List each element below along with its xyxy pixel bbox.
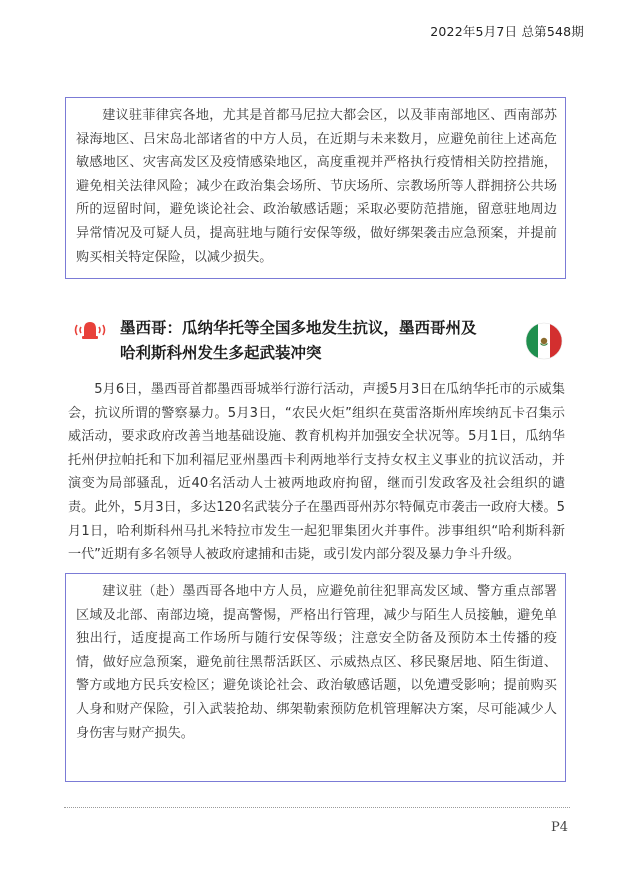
mexico-advice-text: 建议驻（赴）墨西哥各地中方人员，应避免前往犯罪高发区域、警方重点部署区域及北部、南部边境，提高警惕，严格出行管理，减少与陌生人员接触，避免单独出行，适度提高工作场所与随行安保等级；注意安全防备及预防本土传播的疫情，做好应急预案，避免前往黑帮活跃区、示威热点区、移民聚居地、陌生街道、警方或地方民兵安检区；避免谈论社会、政治敏感话题，以免遭受影响；提前购买人身和财产保险，引入武装抢劫、绑架勒索预防危机管理解决方案，尽可能减少人身伤害与财产损失。 bbox=[76, 584, 557, 741]
philippines-advice-box bbox=[65, 97, 566, 279]
issue-date-header: 2022年5月7日 总第548期 bbox=[430, 24, 584, 39]
footer-divider bbox=[64, 807, 570, 808]
mexico-advice-box bbox=[65, 573, 566, 782]
philippines-advice-text: 建议驻菲律宾各地，尤其是首都马尼拉大都会区，以及菲南部地区、西南部苏禄海地区、吕宋岛北部诸省的中方人员，在近期与未来数月，应避免前往上述高危敏感地区、灾害高发区及疫情感染地区，高度重视并严格执行疫情相关防控措施，避免相关法律风险；减少在政治集会场所、节庆场所、宗教场所等人群拥挤公共场所的逗留时间，避免谈论社会、政治敏感话题；采取必要防范措施，留意驻地周边异常情况及可疑人员，提高驻地与随行安保等级，做好绑架袭击应急预案，并提前购买相关特定保险，以减少损失。 bbox=[76, 108, 557, 265]
alarm-bell-icon bbox=[72, 319, 108, 341]
title-line-1: 墨西哥：瓜纳华托等全国多地发生抗议，墨西哥州及 bbox=[120, 319, 477, 337]
mexico-section-title bbox=[120, 316, 520, 366]
page-number: P4 bbox=[550, 820, 568, 835]
title-line-2: 哈利斯科州发生多起武装冲突 bbox=[120, 344, 322, 362]
mexico-flag-icon bbox=[525, 322, 563, 360]
mexico-news-body bbox=[68, 378, 565, 567]
mexico-news-paragraph: 5月6日，墨西哥首都墨西哥城举行游行活动，声援5月3日在瓜纳华托市的示威集会，抗议所谓的警察暴力。5月3日，“农民火炬”组织在莫雷洛斯州库埃纳瓦卡召集示威活动，要求政府改善当地基础设施、教育机构并加强安全状况等。5月1日，瓜纳华托州伊拉帕托和下加利福尼亚州墨西卡利两地举行支持女权主义事业的抗议活动，并演变为局部骚乱，近40名活动人士被两地政府拘留，继而引发政客及社会组织的谴责。此外，5月3日，多达120名武装分子在墨西哥州苏尔特佩克市袭击一政府大楼。5月1日，哈利斯科州马扎米特拉市发生一起犯罪集团火并事件。涉事组织“哈利斯科新一代”近期有多名领导人被政府逮捕和击毙，或引发内部分裂及暴力争斗升级。 bbox=[68, 382, 565, 563]
mexico-section-header bbox=[0, 316, 624, 372]
